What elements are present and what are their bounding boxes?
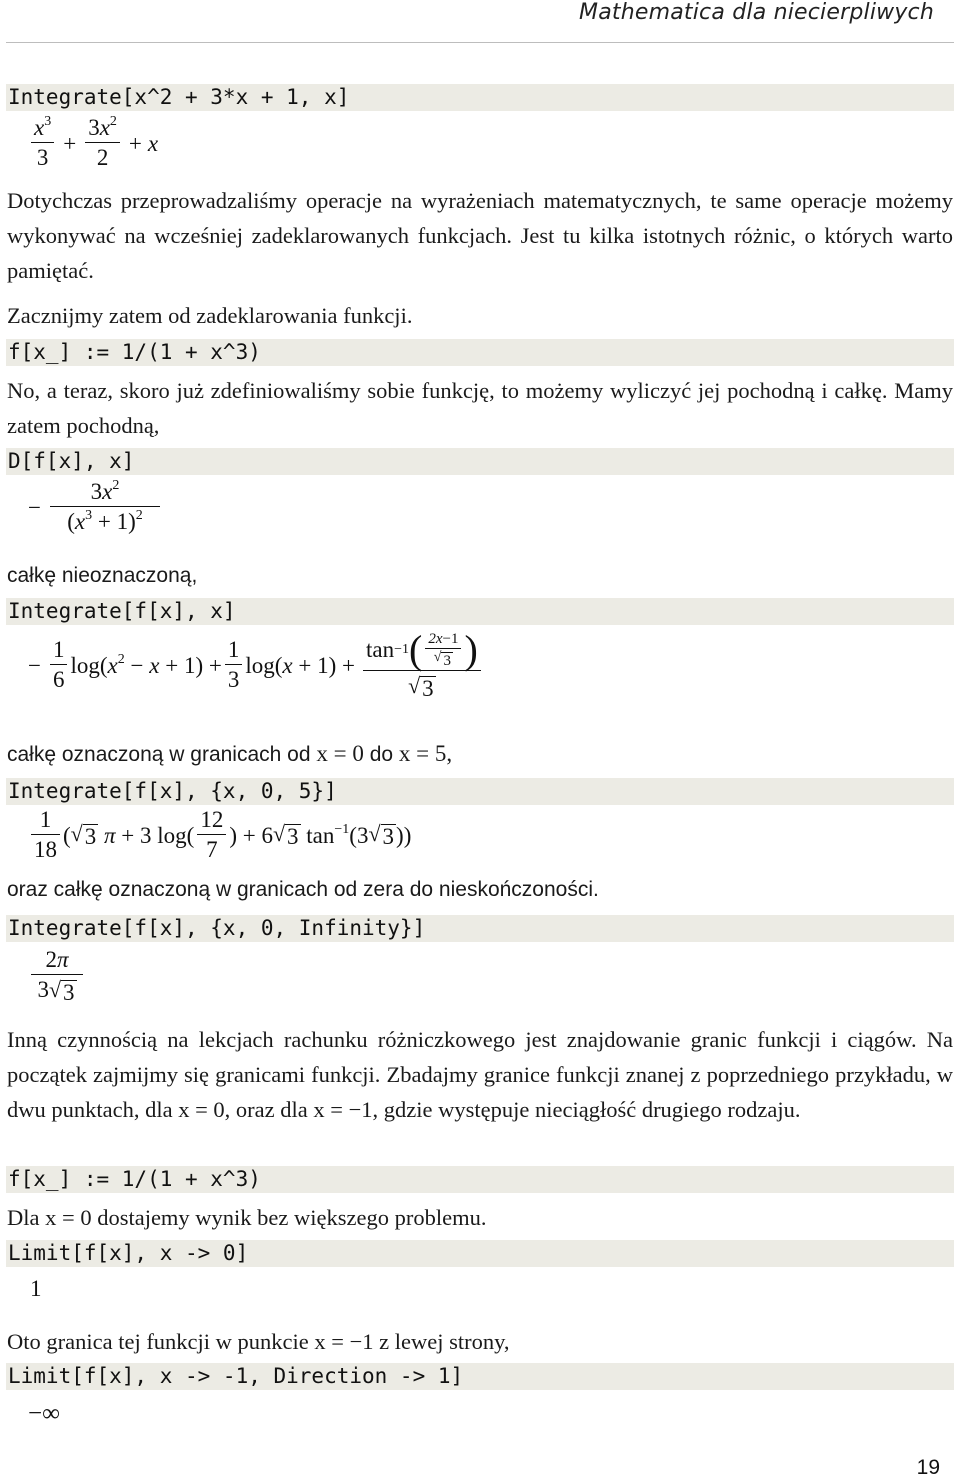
math-x-equals-minus-1: x = −1 [314,1329,374,1354]
code-definite-integral: Integrate[f[x], {x, 0, 5}] [6,778,954,805]
math-x-equals-0: x = 0, [178,1097,231,1122]
output-definite-integral: $\frac{1}{18}$ ( √ 3 π + 3 log( $\frac{12}{7}$ ) + 6 √ 3 $\tan^{-1}(3$ √ 3 )) [28,806,411,865]
paragraph-derivative-intro: No, a teraz, skoro już zdefiniowaliśmy sobie funkcję, to możemy wyliczyć jej pochodną i całkę. Mamy zatem pochodną, [7,378,953,438]
paragraph-limit-at-minus-1: Oto granica tej funkcji w punkcie x = −1 z lewej strony, [7,1329,510,1354]
fraction-derivative: $\frac{3x^2}{(x^3 + 1)^2}$ [50,478,160,537]
fraction-x3-over-3: $\frac{x^3}{3}$ [31,114,54,173]
paragraph-improper: oraz całkę oznaczoną w granicach od zera do nieskończoności. [7,878,599,901]
header-rule [6,42,954,43]
paragraph-indefinite: całkę nieoznaczoną, [7,564,198,587]
math-x-equals-0: x = 0 [316,741,364,766]
code-indefinite-integral: Integrate[f[x], x] [6,598,954,625]
output-limit-at-0: 1 [30,1276,42,1301]
output-improper-integral: 2π 3 √ 3 [28,946,86,1005]
math-x-equals-5: x = 5, [398,741,453,766]
paragraph-declare-function: Zacznijmy zatem od zadeklarowania funkcji. [7,303,413,328]
code-input-integrate-polynomial: Integrate[x^2 + 3*x + 1, x] [6,84,954,111]
output-limit-at-minus-1: −∞ [28,1400,60,1427]
code-derivative: D[f[x], x] [6,448,954,475]
output-integrate-polynomial: $\frac{x^3}{3}$ + $\frac{3x^2}{2}$ + x [28,114,158,173]
page-number: 19 [916,1456,940,1479]
code-limit-at-0: Limit[f[x], x -> 0] [6,1240,954,1267]
output-indefinite-integral: − $\frac{1}{6}$ $\log(x^2 - x + 1)$ + $\frac{1}{3}$ log(x + 1) + tan −1 ( 2x−1 √ 3 ) √ 3 [28,630,484,701]
fraction-3x2-over-2: $\frac{3x^2}{2}$ [85,114,120,173]
paragraph-limit-at-0: Dla x = 0 dostajemy wynik bez większego problemu. [7,1205,487,1230]
code-improper-integral: Integrate[f[x], {x, 0, Infinity}] [6,915,954,942]
paragraph-limits-intro: Inną czynnością na lekcjach rachunku różniczkowego jest znajdowanie granic funkcji i ciągów. Na początek zajmijmy się granicami funkcji. Zbadajmy granice funkcji znanej z poprzedniego przykładu, w dwu punktach, dla x = 0, oraz dla x = −1, gdzie występuje nieciągłość drugiego rodzaju. [7,1027,953,1122]
math-x-equals-0: x = 0 [45,1205,92,1230]
code-limit-at-minus-1: Limit[f[x], x -> -1, Direction -> 1] [6,1363,954,1390]
code-define-f-again: f[x_] := 1/(1 + x^3) [6,1166,954,1193]
running-header: Mathematica dla niecierpliwych [579,0,934,25]
output-derivative: − $\frac{3x^2}{(x^3 + 1)^2}$ [28,478,163,537]
code-define-f: f[x_] := 1/(1 + x^3) [6,339,954,366]
fraction-arctan-term: tan −1 ( 2x−1 √ 3 ) √ 3 [363,630,481,701]
paragraph-definite: całkę oznaczoną w granicach od x = 0 do x = 5, [7,741,453,766]
paragraph-intro: Dotychczas przeprowadzaliśmy operacje na wyrażeniach matematycznych, te same operacje możemy wykonywać na wcześniej zadeklarowanych funkcjach. Jest tu kilka istotnych różnic, o których warto pamiętać. [7,188,953,283]
math-x-equals-minus-1: x = −1, [313,1097,379,1122]
